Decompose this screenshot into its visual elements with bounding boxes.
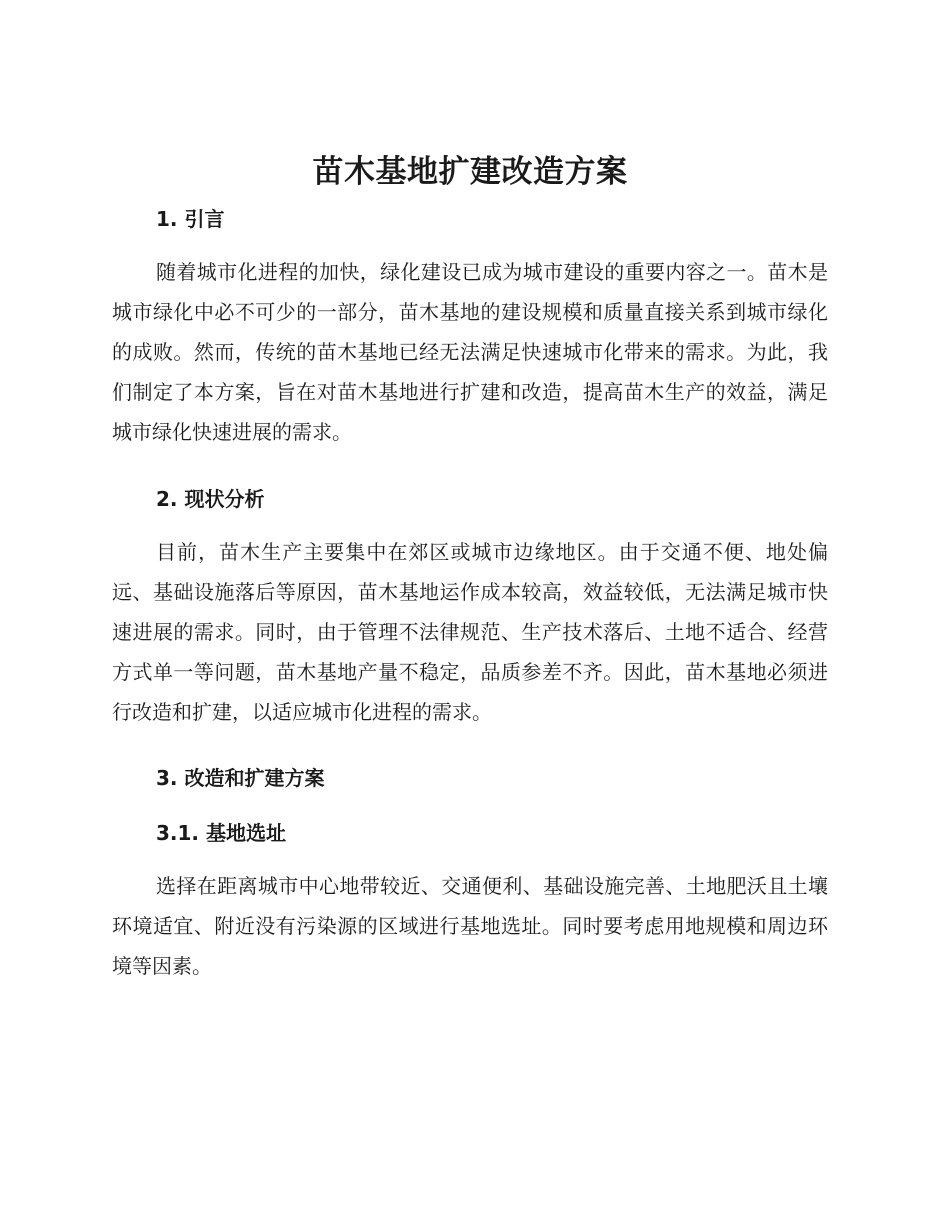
section-paragraph-introduction: 随着城市化进程的加快，绿化建设已成为城市建设的重要内容之一。苗木是城市绿化中必不可少的一部分，苗木基地的建设规模和质量直接关系到城市绿化的成败。然而，传统的苗木基地已经无法满足快速城市化带来的需求。为此，我们制定了本方案，旨在对苗木基地进行扩建和改造，提高苗木生产的效益，满足城市绿化快速进展的需求。 [112,260,828,444]
section-paragraph-current-analysis: 目前，苗木生产主要集中在郊区或城市边缘地区。由于交通不便、地处偏远、基础设施落后等原因，苗木基地运作成本较高，效益较低，无法满足城市快速进展的需求。同时，由于管理不法律规范、生产技术落后、土地不适合、经营方式单一等问题，苗木基地产量不稳定，品质参差不齐。因此，苗木基地必须进行改造和扩建，以适应城市化进程的需求。 [112,540,828,724]
section-heading-introduction: 1. 引言 [156,207,225,231]
document-title: 苗木基地扩建改造方案 [312,154,628,190]
section-heading-site-selection: 3.1. 基地选址 [156,821,286,845]
section-heading-plan: 3. 改造和扩建方案 [156,766,325,790]
section-heading-current-analysis: 2. 现状分析 [156,487,265,511]
section-paragraph-site-selection: 选择在距离城市中心地带较近、交通便利、基础设施完善、土地肥沃且土壤环境适宜、附近没有污染源的区域进行基地选址。同时要考虑用地规模和周边环境等因素。 [112,874,828,978]
